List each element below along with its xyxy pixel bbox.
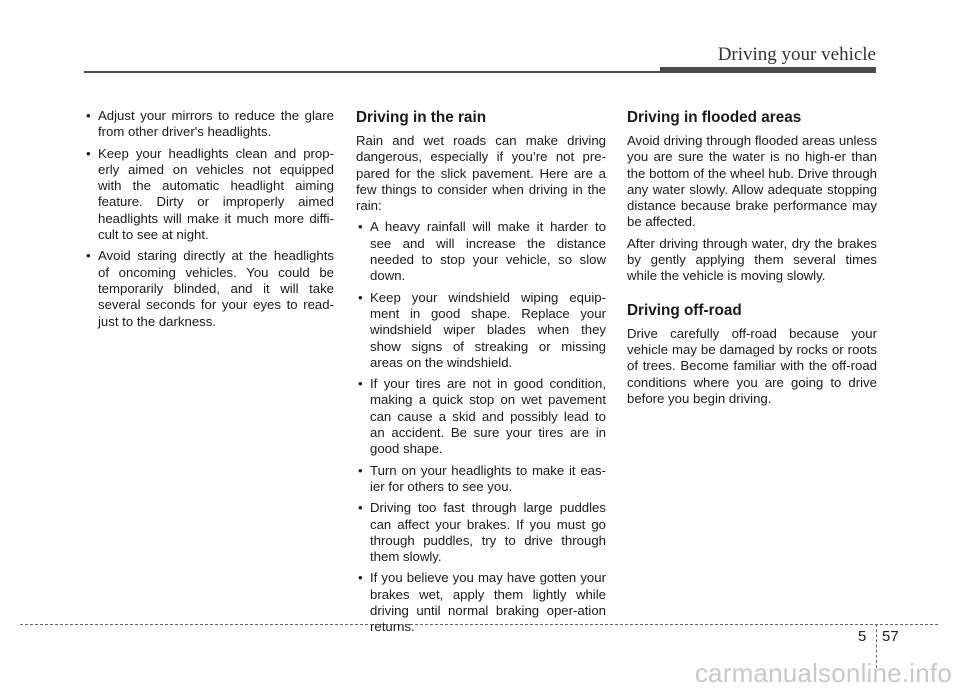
list-item: • Avoid staring directly at the headlights of oncoming vehicles. You could be temporarily blinded, and it will take several seconds for your eyes to read-just to the darkness. [84, 248, 334, 329]
column-2 [356, 108, 606, 641]
offroad-heading: Driving off-road [627, 301, 742, 319]
flooded-paragraph-2: After driving through water, dry the brakes by gently applying them several times while the vehicle is moving slowly. [627, 235, 877, 284]
list-item: • If you believe you may have gotten your brakes wet, apply them lightly while driving until normal braking oper-ation returns. [356, 570, 606, 635]
list-item: • Driving too fast through large puddles can affect your brakes. If you must go through puddles, try to drive through them slowly. [356, 500, 606, 565]
footer-divider [20, 624, 938, 625]
rain-heading: Driving in the rain [356, 109, 487, 126]
section-title: Driving your vehicle [717, 44, 876, 65]
page-number: 57 [882, 628, 899, 645]
list-item: • A heavy rainfall will make it harder to see and will increase the distance needed to stop your vehicle, so slow down. [356, 219, 606, 284]
list-item: • Turn on your headlights to make it eas-ier for others to see you. [356, 463, 606, 496]
header-rule [84, 71, 660, 73]
flooded-paragraph-1: Avoid driving through flooded areas unless you are sure the water is no high-er than the bottom of the wheel hub. Drive through any water slowly. Allow adequate stopping distance because brake performance may be affected. [627, 133, 877, 230]
offroad-paragraph: Drive carefully off-road because your vehicle may be damaged by rocks or roots of trees. Become familiar with the off-road conditions where you are going to drive before you begin driving. [627, 325, 877, 406]
rain-intro: Rain and wet roads can make driving dangerous, especially if you’re not pre-pared for the slick pavement. Here are a few things to consider when driving in the rain: [356, 133, 606, 214]
column-3 [627, 108, 877, 412]
headlight-tips-list [84, 108, 334, 330]
chapter-number: 5 [858, 628, 867, 645]
rain-tips-list [356, 219, 606, 635]
list-item: • Keep your windshield wiping equip-ment in good shape. Replace your windshield wiper blades when they show signs of streaking or missing areas on the windshield. [356, 290, 606, 371]
column-1 [84, 108, 334, 335]
header-rule-thick [660, 67, 876, 73]
watermark: carmanualsonline.info [694, 658, 952, 688]
flooded-heading: Driving in flooded areas [627, 109, 802, 126]
list-item: • If your tires are not in good condition, making a quick stop on wet pavement can cause a skid and possibly lead to an accident. Be sure your tires are in good shape. [356, 376, 606, 457]
list-item: • Adjust your mirrors to reduce the glare from other driver's headlights. [84, 108, 334, 141]
list-item: • Keep your headlights clean and prop-erly aimed on vehicles not equipped with the automatic headlight aiming feature. Dirty or improperly aimed headlights will make it much more diffi-cult to see at night. [84, 146, 334, 244]
